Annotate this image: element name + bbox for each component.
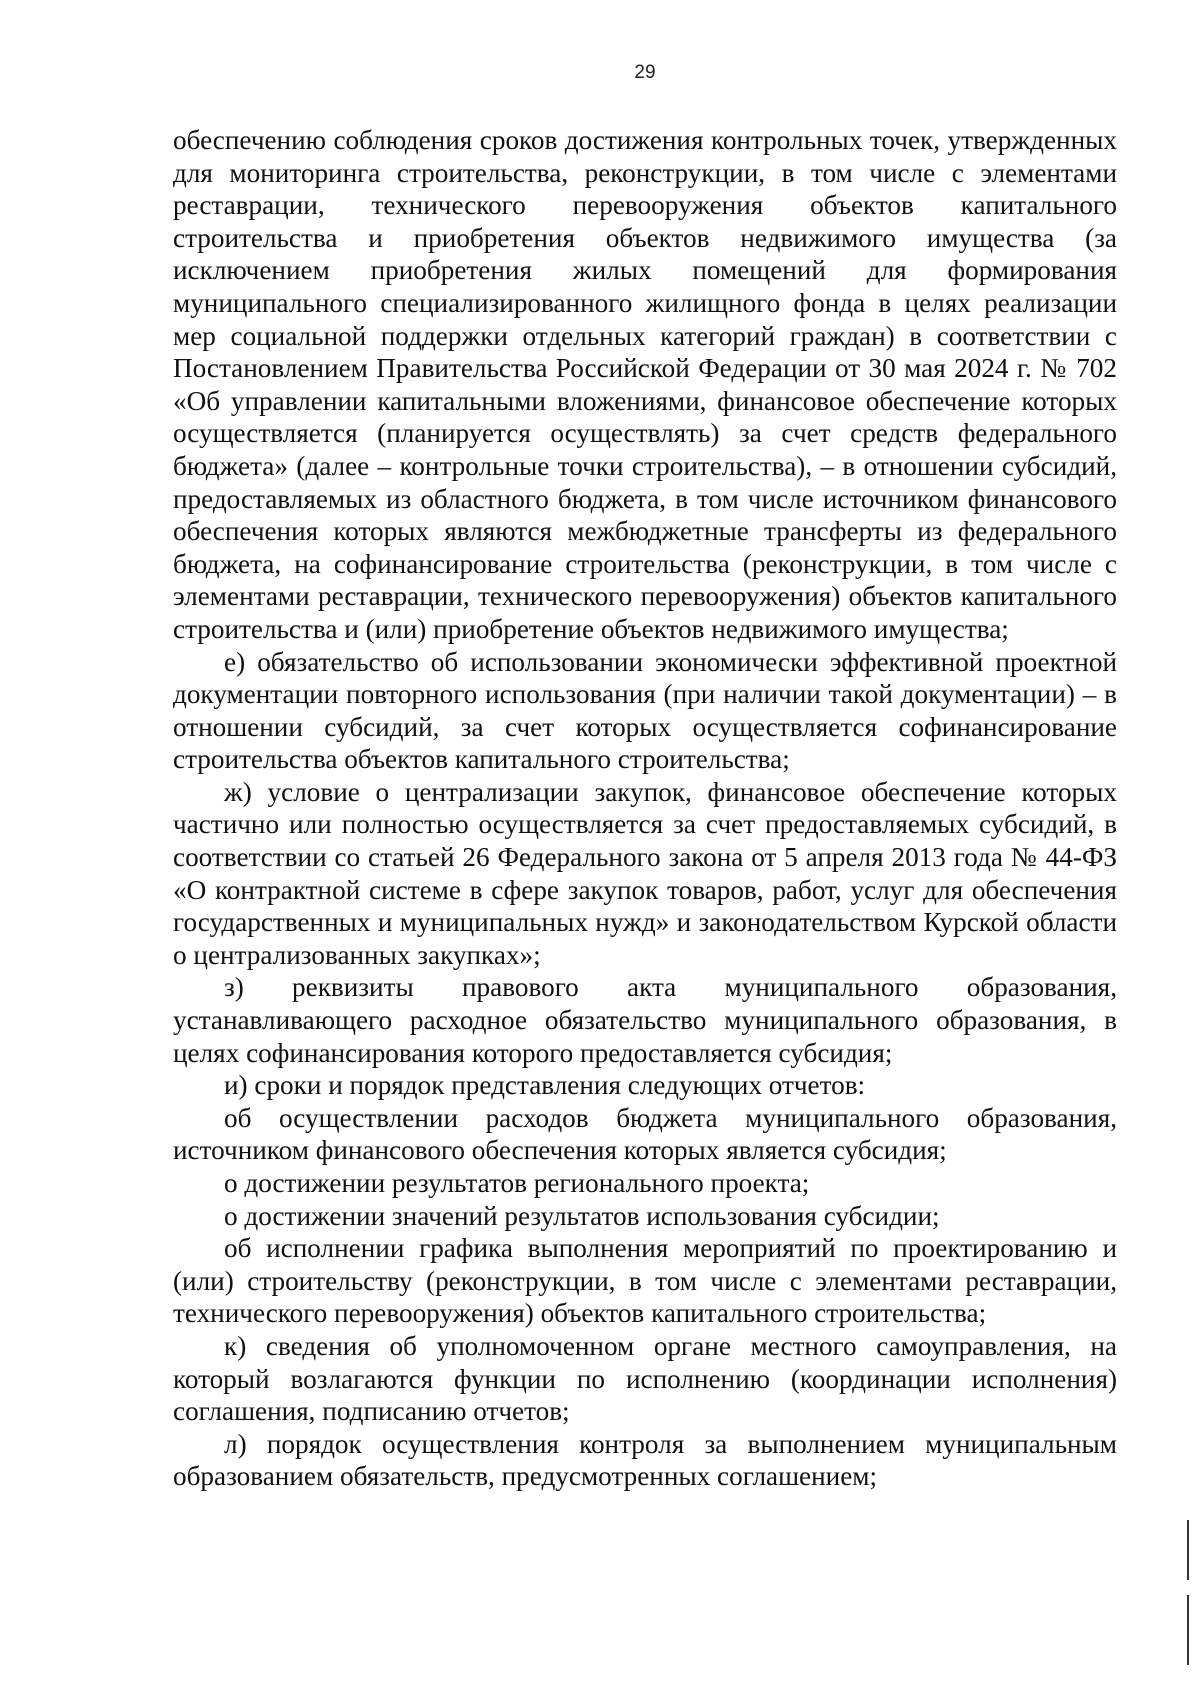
paragraph: и) сроки и порядок представления следующих отчетов: <box>224 1070 866 1101</box>
paragraph: з) реквизиты правового акта муниципального образования, устанавливающего расходное обязательство муниципального образования, в целях софинансирования которого предоставляется субсидия; <box>173 972 1117 1068</box>
paragraph: к) сведения об уполномоченном органе местного самоуправления, на который возлагаются функции по исполнению (координации исполнения) соглашения, подписанию отчетов; <box>173 1330 1117 1427</box>
page-number: 29 <box>634 62 656 83</box>
paragraph: е) обязательство об использовании экономически эффективной проектной документации повторного использования (при наличии такой документации) – в отношении субсидий, за счет которых осуществляется софинансирование строительства объектов капитального строительства; <box>173 646 1117 775</box>
scan-edge-mark <box>1187 1520 1189 1580</box>
paragraph: об исполнении графика выполнения мероприятий по проектированию и (или) строительству (реконструкции, в том числе с элементами реставрации, технического перевооружения) объектов капитального строительства; <box>173 1233 1117 1329</box>
scan-edge-mark <box>1187 1595 1189 1665</box>
paragraph: ж) условие о централизации закупок, финансовое обеспечение которых частично или полностью осуществляется за счет предоставляемых субсидий, в соответствии со статьей 26 Федерального закона от 5 апреля 2013 года № 44-ФЗ «О контрактной системе в сфере закупок товаров, работ, услуг для обеспечения государственных и муниципальных нужд» и законодательством Курской области о централизованных закупках»; <box>173 776 1117 970</box>
paragraph: об осуществлении расходов бюджета муниципального образования, источником финансового обеспечения которых является субсидия; <box>173 1102 1117 1166</box>
paragraph: о достижении результатов регионального проекта; <box>224 1168 810 1198</box>
paragraph: обеспечению соблюдения сроков достижения контрольных точек, утвержденных для мониторинга строительства, реконструкции, в том числе с элементами реставрации, технического перевооружения объектов капитального строительства и приобретения объектов недвижимого имущества (за исключением приобретения жилых помещений для формирования муниципального специализированного жилищного фонда в целях реализации мер социальной поддержки отдельных категорий граждан) в соответствии с Постановлением Правительства Российской Федерации от 30 мая 2024 г. № 702 «Об управлении капитальными вложениями, финансовое обеспечение которых осуществляется (планируется осуществлять) за счет средств федерального бюджета» (далее – контрольные точки строительства), – в отношении субсидий, предоставляемых из областного бюджета, в том числе источником финансового обеспечения которых являются межбюджетные трансферты из федерального бюджета, на софинансирование строительства (реконструкции, в том числе с элементами реставрации, технического перевооружения) объектов капитального строительства и (или) приобретение объектов недвижимого имущества; <box>173 125 1117 644</box>
paragraph: о достижении значений результатов использования субсидии; <box>224 1200 940 1231</box>
document-body <box>173 124 1117 1493</box>
paragraph: л) порядок осуществления контроля за выполнением муниципальным образованием обязательств, предусмотренных соглашением; <box>173 1428 1117 1492</box>
